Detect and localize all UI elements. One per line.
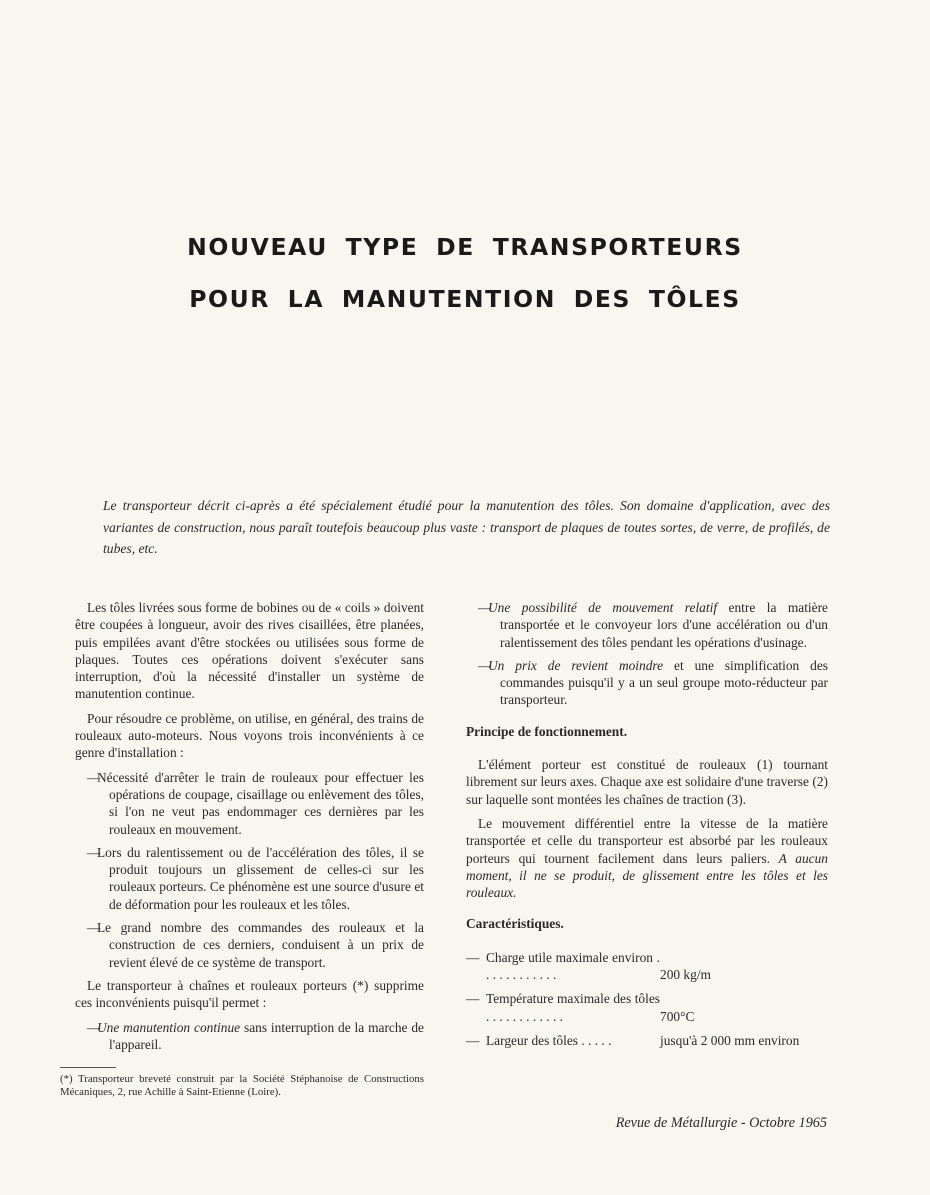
list-item bbox=[75, 844, 424, 913]
characteristic-value: 700°C bbox=[660, 1008, 695, 1024]
footnote-divider bbox=[60, 1067, 116, 1068]
dash-marker: — bbox=[466, 1032, 480, 1048]
list-item-emphasis: Une possibilité de mouvement relatif bbox=[488, 600, 718, 615]
paragraph: L'élément porteur est constitué de rouleaux (1) tournant librement sur leurs axes. Chaque axe est solidaire d'une traverse (2) sur laquelle sont montées les chaînes de traction (3). bbox=[466, 757, 828, 807]
section-heading: Caractéristiques. bbox=[466, 916, 564, 932]
characteristic-row bbox=[466, 1032, 828, 1049]
list-item-text: sans interruption de la marche de l'appareil. bbox=[109, 1019, 424, 1052]
right-column bbox=[466, 599, 828, 1056]
dash-marker: — bbox=[87, 844, 101, 860]
article-title bbox=[0, 232, 930, 336]
dash-marker: — bbox=[87, 769, 101, 785]
page-footer: Revue de Métallurgie - Octobre 1965 bbox=[615, 1115, 827, 1131]
paragraph: Les tôles livrées sous forme de bobines ou de « coils » doivent être coupées à longueur, avoir des rives cisaillées, être planées, puis empilées avant d'être stockées ou utilisées sous forme de plaques. Toutes ces opérations doivent s'exécuter sans interruption, d'où la nécessité d'installer un système de manutention continue. bbox=[75, 600, 424, 702]
title-line-2: POUR LA MANUTENTION DES TÔLES bbox=[189, 285, 741, 313]
paragraph bbox=[466, 815, 828, 901]
section-heading: Principe de fonctionnement. bbox=[466, 723, 628, 739]
list-item-text: entre la matière transportée et le convoyeur lors d'une accélération ou d'un ralentissement des tôles pendant les opérations d'usinage. bbox=[500, 600, 828, 650]
characteristic-label: Charge utile maximale environ . . . . . . . . . . . . bbox=[486, 949, 660, 983]
list-item bbox=[466, 599, 828, 651]
footnote: (*) Transporteur breveté construit par la Société Stéphanoise de Constructions Mécaniques, 2, rue Achille à Saint-Etienne (Loire). bbox=[60, 1073, 424, 1098]
list-item-emphasis: Une manutention continue bbox=[97, 1019, 241, 1035]
characteristic-label: Largeur des tôles . . . . . bbox=[486, 1032, 612, 1048]
left-column bbox=[75, 599, 424, 1059]
title-line-1: NOUVEAU TYPE DE TRANSPORTEURS bbox=[187, 233, 743, 261]
dash-marker: — bbox=[87, 920, 101, 936]
characteristic-value: 200 kg/m bbox=[660, 967, 711, 983]
paragraph-text: Le mouvement différentiel entre la vitesse de la matière transportée et celle du transporteur est absorbé par les rouleaux porteurs qui tournent facilement dans leurs paliers. bbox=[466, 815, 828, 866]
list-item bbox=[75, 1019, 424, 1054]
dash-marker: — bbox=[466, 991, 480, 1007]
intro-paragraph: Le transporteur décrit ci-après a été spécialement étudié pour la manutention des tôles. Son domaine d'application, avec des variantes de construction, nous paraît toutefois beaucoup plus vaste : transport de plaques de toutes sortes, de verre, de profilés, de tubes, etc. bbox=[103, 498, 830, 556]
list-item-text: Le grand nombre des commandes des rouleaux et la construction de ces derniers, conduisent à un prix de revient élevé de ce système de transport. bbox=[97, 920, 424, 970]
dash-marker: — bbox=[466, 949, 480, 965]
list-item-emphasis: Un prix de revient moindre bbox=[488, 657, 664, 673]
paragraph: Pour résoudre ce problème, on utilise, en général, des trains de rouleaux auto-moteurs. Nous voyons trois inconvénients à ce genre d'installation : bbox=[75, 710, 424, 761]
list-item-text: et une simplification des commandes puisqu'il y a un seul groupe moto-réducteur par transporteur. bbox=[500, 657, 828, 708]
list-item bbox=[75, 919, 424, 971]
characteristic-row bbox=[466, 949, 828, 984]
list-item-text: Nécessité d'arrêter le train de rouleaux pour effectuer les opérations de coupage, cisaillage ou enlèvement des tôles, si l'on ne veut pas endommager ces dernières par les rouleaux en mouvement. bbox=[97, 769, 424, 837]
paragraph: Le transporteur à chaînes et rouleaux porteurs (*) supprime ces inconvénients puisqu'il permet : bbox=[75, 977, 424, 1011]
characteristic-row bbox=[466, 990, 828, 1025]
list-item bbox=[75, 769, 424, 838]
dash-marker: — bbox=[478, 657, 492, 673]
characteristic-value: jusqu'à 2 000 mm environ bbox=[660, 1032, 800, 1048]
characteristic-label: Température maximale des tôles . . . . . . . . . . . . bbox=[486, 991, 660, 1024]
characteristics-list bbox=[466, 949, 828, 1049]
dash-marker: — bbox=[478, 600, 492, 615]
list-item bbox=[466, 657, 828, 709]
dash-marker: — bbox=[87, 1019, 101, 1035]
list-item-text: Lors du ralentissement ou de l'accélération des tôles, il se produit toujours un glissement de celles-ci sur les rouleaux porteurs. Ce phénomène est une source d'usure et de déformation pour les rouleaux et les tôles. bbox=[97, 844, 424, 912]
paragraph-emphasis: A aucun moment, il ne se produit, de glissement entre les tôles et les rouleaux. bbox=[466, 850, 829, 901]
